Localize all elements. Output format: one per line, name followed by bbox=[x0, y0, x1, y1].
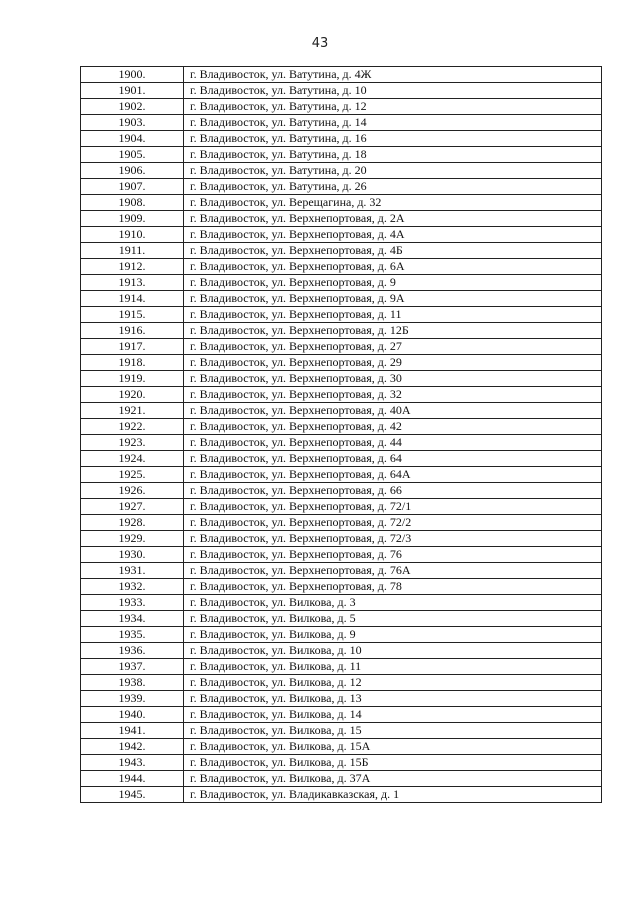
row-number: 1912. bbox=[81, 259, 184, 275]
table-row bbox=[81, 371, 602, 387]
table-row bbox=[81, 595, 602, 611]
table-row bbox=[81, 499, 602, 515]
row-address: г. Владивосток, ул. Верхнепортовая, д. 78 bbox=[184, 579, 602, 595]
table-row bbox=[81, 723, 602, 739]
table-row bbox=[81, 195, 602, 211]
table-row bbox=[81, 755, 602, 771]
table-row bbox=[81, 147, 602, 163]
row-number: 1913. bbox=[81, 275, 184, 291]
table-row bbox=[81, 707, 602, 723]
row-address: г. Владивосток, ул. Верхнепортовая, д. 64А bbox=[184, 467, 602, 483]
row-number: 1920. bbox=[81, 387, 184, 403]
table-row bbox=[81, 515, 602, 531]
row-number: 1925. bbox=[81, 467, 184, 483]
table-row bbox=[81, 67, 602, 83]
table-row bbox=[81, 643, 602, 659]
row-number: 1927. bbox=[81, 499, 184, 515]
row-address: г. Владивосток, ул. Ватутина, д. 26 bbox=[184, 179, 602, 195]
row-address: г. Владивосток, ул. Верхнепортовая, д. 66 bbox=[184, 483, 602, 499]
table-row bbox=[81, 307, 602, 323]
row-address: г. Владивосток, ул. Вилкова, д. 15А bbox=[184, 739, 602, 755]
row-address: г. Владивосток, ул. Верхнепортовая, д. 4А bbox=[184, 227, 602, 243]
row-number: 1904. bbox=[81, 131, 184, 147]
table-row bbox=[81, 467, 602, 483]
row-address: г. Владивосток, ул. Вилкова, д. 15 bbox=[184, 723, 602, 739]
table-row bbox=[81, 787, 602, 803]
row-number: 1918. bbox=[81, 355, 184, 371]
row-number: 1938. bbox=[81, 675, 184, 691]
row-number: 1937. bbox=[81, 659, 184, 675]
table-row bbox=[81, 131, 602, 147]
row-number: 1931. bbox=[81, 563, 184, 579]
row-number: 1926. bbox=[81, 483, 184, 499]
row-number: 1941. bbox=[81, 723, 184, 739]
row-number: 1914. bbox=[81, 291, 184, 307]
row-number: 1908. bbox=[81, 195, 184, 211]
row-number: 1933. bbox=[81, 595, 184, 611]
row-address: г. Владивосток, ул. Верхнепортовая, д. 72/3 bbox=[184, 531, 602, 547]
row-address: г. Владивосток, ул. Верещагина, д. 32 bbox=[184, 195, 602, 211]
row-number: 1928. bbox=[81, 515, 184, 531]
row-address: г. Владивосток, ул. Верхнепортовая, д. 6А bbox=[184, 259, 602, 275]
table-row bbox=[81, 547, 602, 563]
row-number: 1910. bbox=[81, 227, 184, 243]
row-address: г. Владивосток, ул. Верхнепортовая, д. 72/2 bbox=[184, 515, 602, 531]
row-number: 1936. bbox=[81, 643, 184, 659]
table-row bbox=[81, 675, 602, 691]
row-number: 1935. bbox=[81, 627, 184, 643]
row-number: 1907. bbox=[81, 179, 184, 195]
row-address: г. Владивосток, ул. Ватутина, д. 4Ж bbox=[184, 67, 602, 83]
row-number: 1902. bbox=[81, 99, 184, 115]
row-address: г. Владивосток, ул. Вилкова, д. 5 bbox=[184, 611, 602, 627]
table-row bbox=[81, 243, 602, 259]
row-address: г. Владивосток, ул. Верхнепортовая, д. 30 bbox=[184, 371, 602, 387]
table-row bbox=[81, 275, 602, 291]
table-row bbox=[81, 563, 602, 579]
table-row bbox=[81, 179, 602, 195]
row-address: г. Владивосток, ул. Вилкова, д. 14 bbox=[184, 707, 602, 723]
table-row bbox=[81, 579, 602, 595]
row-number: 1924. bbox=[81, 451, 184, 467]
row-number: 1923. bbox=[81, 435, 184, 451]
row-address: г. Владивосток, ул. Верхнепортовая, д. 11 bbox=[184, 307, 602, 323]
row-number: 1945. bbox=[81, 787, 184, 803]
table-row bbox=[81, 419, 602, 435]
page-number: 43 bbox=[311, 36, 329, 51]
row-number: 1943. bbox=[81, 755, 184, 771]
table-row bbox=[81, 83, 602, 99]
row-address: г. Владивосток, ул. Ватутина, д. 10 bbox=[184, 83, 602, 99]
table-row bbox=[81, 227, 602, 243]
row-number: 1906. bbox=[81, 163, 184, 179]
row-address: г. Владивосток, ул. Верхнепортовая, д. 12Б bbox=[184, 323, 602, 339]
row-address: г. Владивосток, ул. Верхнепортовая, д. 42 bbox=[184, 419, 602, 435]
table-row bbox=[81, 403, 602, 419]
row-number: 1930. bbox=[81, 547, 184, 563]
table-row bbox=[81, 259, 602, 275]
row-address: г. Владивосток, ул. Ватутина, д. 12 bbox=[184, 99, 602, 115]
row-number: 1922. bbox=[81, 419, 184, 435]
table-row bbox=[81, 323, 602, 339]
table-row bbox=[81, 211, 602, 227]
table-row bbox=[81, 627, 602, 643]
table-row bbox=[81, 531, 602, 547]
row-number: 1911. bbox=[81, 243, 184, 259]
row-address: г. Владивосток, ул. Вилкова, д. 3 bbox=[184, 595, 602, 611]
table-row bbox=[81, 387, 602, 403]
row-address: г. Владивосток, ул. Верхнепортовая, д. 32 bbox=[184, 387, 602, 403]
row-number: 1921. bbox=[81, 403, 184, 419]
row-number: 1916. bbox=[81, 323, 184, 339]
table-row bbox=[81, 739, 602, 755]
row-address: г. Владивосток, ул. Вилкова, д. 9 bbox=[184, 627, 602, 643]
row-number: 1932. bbox=[81, 579, 184, 595]
row-number: 1900. bbox=[81, 67, 184, 83]
row-number: 1909. bbox=[81, 211, 184, 227]
table-row bbox=[81, 771, 602, 787]
row-address: г. Владивосток, ул. Вилкова, д. 12 bbox=[184, 675, 602, 691]
row-address: г. Владивосток, ул. Верхнепортовая, д. 76А bbox=[184, 563, 602, 579]
table-row bbox=[81, 115, 602, 131]
row-address: г. Владивосток, ул. Верхнепортовая, д. 9 bbox=[184, 275, 602, 291]
row-address: г. Владивосток, ул. Ватутина, д. 16 bbox=[184, 131, 602, 147]
row-number: 1905. bbox=[81, 147, 184, 163]
row-address: г. Владивосток, ул. Верхнепортовая, д. 44 bbox=[184, 435, 602, 451]
address-table-body bbox=[81, 67, 602, 803]
table-row bbox=[81, 659, 602, 675]
row-address: г. Владивосток, ул. Верхнепортовая, д. 2А bbox=[184, 211, 602, 227]
row-number: 1901. bbox=[81, 83, 184, 99]
table-row bbox=[81, 611, 602, 627]
row-number: 1917. bbox=[81, 339, 184, 355]
table-row bbox=[81, 99, 602, 115]
row-address: г. Владивосток, ул. Ватутина, д. 20 bbox=[184, 163, 602, 179]
row-address: г. Владивосток, ул. Верхнепортовая, д. 4Б bbox=[184, 243, 602, 259]
row-number: 1940. bbox=[81, 707, 184, 723]
row-address: г. Владивосток, ул. Вилкова, д. 11 bbox=[184, 659, 602, 675]
row-address: г. Владивосток, ул. Верхнепортовая, д. 72/1 bbox=[184, 499, 602, 515]
row-number: 1939. bbox=[81, 691, 184, 707]
row-address: г. Владивосток, ул. Ватутина, д. 14 bbox=[184, 115, 602, 131]
table-row bbox=[81, 291, 602, 307]
table-row bbox=[81, 355, 602, 371]
row-address: г. Владивосток, ул. Верхнепортовая, д. 9А bbox=[184, 291, 602, 307]
address-table bbox=[80, 66, 602, 803]
row-number: 1929. bbox=[81, 531, 184, 547]
row-address: г. Владивосток, ул. Вилкова, д. 10 bbox=[184, 643, 602, 659]
row-number: 1919. bbox=[81, 371, 184, 387]
table-row bbox=[81, 163, 602, 179]
row-number: 1944. bbox=[81, 771, 184, 787]
row-number: 1942. bbox=[81, 739, 184, 755]
table-row bbox=[81, 435, 602, 451]
row-address: г. Владивосток, ул. Ватутина, д. 18 bbox=[184, 147, 602, 163]
table-row bbox=[81, 691, 602, 707]
row-address: г. Владивосток, ул. Вилкова, д. 15Б bbox=[184, 755, 602, 771]
row-address: г. Владивосток, ул. Владикавказская, д. 1 bbox=[184, 787, 602, 803]
row-address: г. Владивосток, ул. Верхнепортовая, д. 40А bbox=[184, 403, 602, 419]
row-address: г. Владивосток, ул. Вилкова, д. 13 bbox=[184, 691, 602, 707]
row-number: 1903. bbox=[81, 115, 184, 131]
row-number: 1915. bbox=[81, 307, 184, 323]
row-address: г. Владивосток, ул. Верхнепортовая, д. 64 bbox=[184, 451, 602, 467]
table-row bbox=[81, 339, 602, 355]
table-row bbox=[81, 483, 602, 499]
row-address: г. Владивосток, ул. Верхнепортовая, д. 76 bbox=[184, 547, 602, 563]
row-address: г. Владивосток, ул. Верхнепортовая, д. 29 bbox=[184, 355, 602, 371]
row-address: г. Владивосток, ул. Вилкова, д. 37А bbox=[184, 771, 602, 787]
table-row bbox=[81, 451, 602, 467]
row-address: г. Владивосток, ул. Верхнепортовая, д. 27 bbox=[184, 339, 602, 355]
row-number: 1934. bbox=[81, 611, 184, 627]
